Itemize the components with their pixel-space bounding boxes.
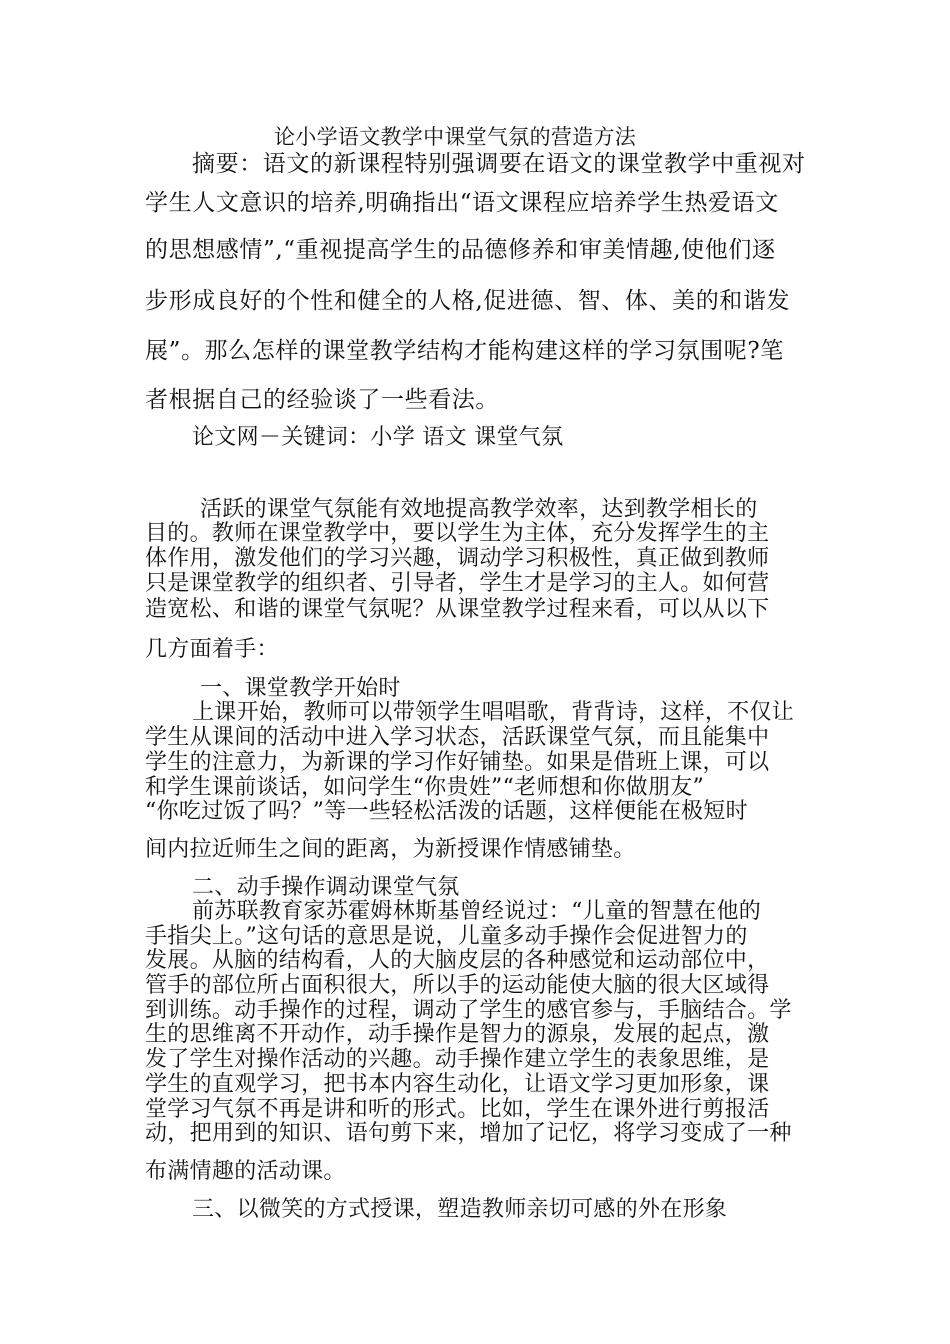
abstract-line: 者根据自己的经验谈了一些看法。: [145, 387, 499, 413]
paragraph-line: 学生的直观学习，把书本内容生动化，让语文学习更加形象，课: [145, 1072, 770, 1097]
intro-line: 体作用，激发他们的学习兴趣，调动学习积极性，真正做到教师: [145, 546, 770, 571]
paragraph-line: 间内拉近师生之间的距离，为新授课作情感铺垫。: [145, 837, 636, 862]
intro-line: 目的。教师在课堂教学中，要以学生为主体，充分发挥学生的主: [145, 521, 770, 546]
intro-line: 只是课堂教学的组织者、引导者，学生才是学习的主人。如何营: [145, 571, 770, 596]
paragraph-line: 前苏联教育家苏霍姆林斯基曾经说过：“儿童的智慧在他的: [192, 899, 762, 924]
paragraph-line: 学生从课间的活动中进入学习状态，活跃课堂气氛，而且能集中: [145, 725, 770, 750]
abstract-line: 摘要：语文的新课程特别强调要在语文的课堂教学中重视对: [192, 151, 806, 177]
paragraph-line: 和学生课前谈话，如问学生“你贵姓”“老师想和你做朋友”: [145, 775, 705, 800]
abstract-line: 学生人文意识的培养,明确指出“语文课程应培养学生热爱语文: [145, 190, 779, 216]
keywords-line: 论文网－关键词：小学 语文 课堂气氛: [192, 425, 564, 450]
paragraph-line: 学生的注意力，为新课的学习作好铺垫。如果是借班上课，可以: [145, 750, 770, 775]
abstract-line: 步形成良好的个性和健全的人格,促进德、智、体、美的和谐发: [145, 288, 791, 314]
intro-line: 几方面着手：: [145, 637, 279, 662]
paragraph-line: 上课开始，教师可以带领学生唱唱歌，背背诗，这样，不仅让: [192, 700, 795, 725]
paragraph-line: 到训练。动手操作的过程，调动了学生的感官参与，手脑结合。学: [145, 998, 792, 1023]
document-title: 论小学语文教学中课堂气氛的营造方法: [274, 125, 637, 149]
paragraph-line: 发了学生对操作活动的兴趣。动手操作建立学生的表象思维，是: [145, 1047, 770, 1072]
abstract-line: 的思想感情”,“重视提高学生的品德修养和审美情趣,使他们逐: [145, 237, 776, 263]
paragraph-line: 手指尖上。”这句话的意思是说，儿童多动手操作会促进智力的: [145, 924, 748, 949]
section-heading: 三、以微笑的方式授课，塑造教师亲切可感的外在形象: [192, 1197, 728, 1222]
intro-line: 活跃的课堂气氛能有效地提高教学效率，达到教学相长的: [200, 497, 758, 522]
section-heading: 一、课堂教学开始时: [200, 676, 401, 701]
paragraph-line: 生的思维离不开动作，动手操作是智力的源泉，发展的起点，激: [145, 1022, 770, 1047]
paragraph-line: 堂学习气氛不再是讲和听的形式。比如，学生在课外进行剪报活: [145, 1097, 770, 1122]
paragraph-line: “你吃过饭了吗？”等一些轻松活泼的话题，这样便能在极短时: [145, 799, 748, 824]
paragraph-line: 布满情趣的活动课。: [145, 1159, 346, 1184]
intro-line: 造宽松、和谐的课堂气氛呢？从课堂教学过程来看，可以从以下: [145, 597, 770, 622]
paragraph-line: 发展。从脑的结构看，人的大脑皮层的各种感觉和运动部位中，: [145, 948, 770, 973]
abstract-line: 展”。那么怎样的课堂教学结构才能构建这样的学习氛围呢?笔: [145, 338, 784, 364]
paragraph-line: 动，把用到的知识、语句剪下来，增加了记忆，将学习变成了一种: [145, 1121, 792, 1146]
paragraph-line: 管手的部位所占面积很大，所以手的运动能使大脑的很大区域得: [145, 973, 770, 998]
section-heading: 二、动手操作调动课堂气氛: [192, 875, 460, 900]
